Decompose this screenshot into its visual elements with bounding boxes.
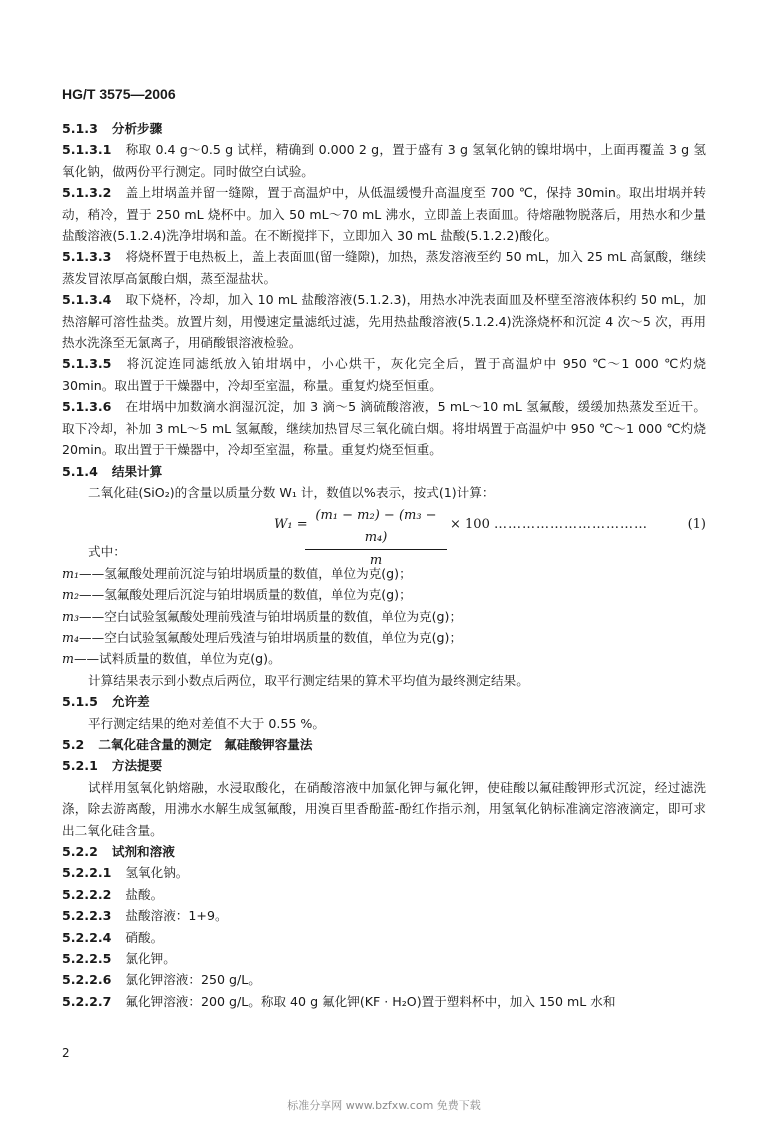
paragraph xyxy=(62,905,706,926)
clause-number: 5.2.2.4 xyxy=(62,929,112,945)
paragraph-text: 试样用氢氧化钠熔融，水浸取酸化，在硝酸溶液中加氯化钾与氟化钾，使硅酸以氟硅酸钾形式沉淀，经过滤洗涤，除去游离酸，用沸水水解生成氢氟酸，用溴百里香酚蓝-酚红作指示剂，用氢氧化钠标准滴定溶液滴定，即可求出二氧化硅含量。 xyxy=(62,779,706,838)
clause-number: 5.1.3 xyxy=(62,121,98,136)
paragraph xyxy=(62,991,706,1012)
paragraph xyxy=(62,862,706,883)
clause-number: 5.1.3.5 xyxy=(62,356,112,372)
paragraph-text: 平行测定结果的绝对差值不大于 0.55 %。 xyxy=(88,715,325,731)
variable-description: ——空白试验氢氟酸处理后残渣与铂坩埚质量的数值，单位为克(g)； xyxy=(79,629,463,645)
variable-description: ——氢氟酸处理后沉淀与铂坩埚质量的数值，单位为克(g)； xyxy=(79,587,412,603)
clause-number: 5.1.4 xyxy=(62,463,98,479)
paragraph-text: 氟化钾溶液：200 g/L。称取 40 g 氟化钾(KF · H₂O)置于塑料杯中，加入 150 mL 水和 xyxy=(125,993,616,1009)
heading-text: 二氧化硅含量的测定 氟硅酸钾容量法 xyxy=(98,736,313,752)
formula-leader-dots: …………………………… xyxy=(494,517,648,533)
formula-lhs: W₁ = xyxy=(274,517,308,533)
clause-number: 5.2 xyxy=(62,736,85,752)
paragraph xyxy=(62,396,706,460)
document-body xyxy=(62,118,706,1012)
paragraph-text: 二氧化硅(SiO₂)的含量以质量分数 W₁ 计，数值以%表示，按式(1)计算： xyxy=(88,484,495,500)
variable-symbol: m₃ xyxy=(62,608,79,624)
paragraph xyxy=(62,969,706,990)
heading-text: 结果计算 xyxy=(111,463,163,479)
variable-symbol: m₂ xyxy=(62,587,79,603)
variable-definition xyxy=(62,584,706,605)
paragraph xyxy=(62,927,706,948)
paragraph-text: 取下烧杯，冷却，加入 10 mL 盐酸溶液(5.1.2.3)，用热水冲洗表面皿及杯壁至溶液体积约 50 mL，加热溶解可溶性盐类。放置片刻，用慢速定量滤纸过滤，先用热盐酸溶液(5.1.2.4)洗涤烧杯和沉淀 4 次～5 次，再用热水洗涤至无氯离子，用硝酸银溶液检验。 xyxy=(62,292,706,351)
variable-definition xyxy=(62,648,706,669)
paragraph xyxy=(62,713,706,734)
clause-number: 5.2.2 xyxy=(62,844,98,859)
formula-number: (1) xyxy=(687,517,706,533)
watermark-footer: 标准分享网 www.bzfxw.com 免费下载 xyxy=(287,1099,481,1112)
clause-number: 5.2.2.5 xyxy=(62,951,112,967)
clause-number: 5.1.3.4 xyxy=(62,292,112,308)
section-heading xyxy=(62,461,706,482)
formula-numerator: (m₁ − m₂) − (m₃ − m₄) xyxy=(305,505,447,550)
section-heading xyxy=(62,734,706,755)
variable-symbol: m₁ xyxy=(62,565,79,581)
clause-number: 5.2.2.7 xyxy=(62,993,112,1009)
where-label: 式中： xyxy=(88,544,126,560)
paragraph-text: 计算结果表示到小数点后两位，取平行测定结果的算术平均值为最终测定结果。 xyxy=(88,672,529,688)
paragraph-text: 称取 0.4 g～0.5 g 试样，精确到 0.000 2 g，置于盛有 3 g 氢氧化钠的镍坩埚中，上面再覆盖 3 g 氢氧化钠，做两份平行测定。同时做空白试验。 xyxy=(62,142,706,179)
heading-text: 分析步骤 xyxy=(111,121,163,136)
paragraph xyxy=(62,670,706,691)
clause-number: 5.1.5 xyxy=(62,694,98,710)
paragraph xyxy=(62,246,706,289)
variable-symbol: m xyxy=(62,651,74,667)
heading-text: 试剂和溶液 xyxy=(111,844,175,859)
paragraph xyxy=(62,139,706,182)
clause-number: 5.2.2.3 xyxy=(62,908,112,924)
paragraph xyxy=(62,884,706,905)
variable-description: ——氢氟酸处理前沉淀与铂坩埚质量的数值，单位为克(g)； xyxy=(79,565,412,581)
clause-number: 5.2.2.2 xyxy=(62,886,112,902)
page-number: 2 xyxy=(62,1046,70,1060)
clause-number: 5.2.2.1 xyxy=(62,865,112,881)
section-heading xyxy=(62,691,706,712)
variable-definition xyxy=(62,606,706,627)
clause-number: 5.1.3.1 xyxy=(62,142,112,158)
variable-description: ——试料质量的数值，单位为克(g)。 xyxy=(73,651,281,667)
formula-fraction xyxy=(305,505,447,571)
heading-text: 方法提要 xyxy=(111,758,163,774)
variable-definition xyxy=(62,627,706,648)
paragraph-text: 氯化钾溶液：250 g/L。 xyxy=(125,972,261,988)
paragraph-text: 硝酸。 xyxy=(125,929,164,945)
formula-multiplier: × 100 xyxy=(450,517,490,533)
paragraph-text: 盐酸溶液：1+9。 xyxy=(125,908,228,924)
paragraph-text: 氢氧化钠。 xyxy=(125,865,189,881)
heading-text: 允许差 xyxy=(111,694,150,710)
variable-list xyxy=(62,563,706,670)
section-5-1-3 xyxy=(62,118,706,503)
paragraph xyxy=(62,353,706,396)
variable-symbol: m₄ xyxy=(62,629,79,645)
paragraph xyxy=(62,777,706,841)
section-heading xyxy=(62,118,706,139)
clause-number: 5.1.3.3 xyxy=(62,249,112,265)
paragraph-text: 将沉淀连同滤纸放入铂坩埚中，小心烘干，灰化完全后，置于高温炉中 950 ℃～1 000 ℃灼烧 30min。取出置于干燥器中，冷却至室温，称量。重复灼烧至恒重。 xyxy=(62,356,706,393)
paragraph xyxy=(62,182,706,246)
variable-description: ——空白试验氢氟酸处理前残渣与铂坩埚质量的数值，单位为克(g)； xyxy=(79,608,463,624)
clause-number: 5.2.2.6 xyxy=(62,972,112,988)
section-heading xyxy=(62,755,706,776)
paragraph-text: 盖上坩埚盖并留一缝隙，置于高温炉中，从低温缓慢升高温度至 700 ℃，保持 30min。取出坩埚并转动，稍冷，置于 250 mL 烧杯中。加入 50 mL～70 mL 沸水，立即盖上表面皿。待熔融物脱落后，用热水和少量盐酸溶液(5.1.2.4)洗净坩埚和盖。在不断搅拌下，立即加入 30 mL 盐酸(5.1.2.2)酸化。 xyxy=(62,185,706,244)
clause-number: 5.1.3.6 xyxy=(62,399,112,415)
paragraph-text: 氯化钾。 xyxy=(125,951,176,967)
clause-number: 5.1.3.2 xyxy=(62,185,112,201)
document-code: HG/T 3575—2006 xyxy=(62,86,176,102)
clause-number: 5.2.1 xyxy=(62,758,98,774)
paragraph xyxy=(62,482,706,503)
paragraph-text: 盐酸。 xyxy=(125,886,164,902)
section-heading xyxy=(62,841,706,862)
paragraph-text: 将烧杯置于电热板上，盖上表面皿(留一缝隙)，加热，蒸发溶液至约 50 mL，加入 25 mL 高氯酸，继续蒸发冒浓厚高氯酸白烟，蒸至湿盐状。 xyxy=(62,249,706,286)
section-5-1-5-to-5-2 xyxy=(62,670,706,1013)
formula-denominator: m xyxy=(369,553,383,569)
paragraph xyxy=(62,948,706,969)
paragraph-text: 在坩埚中加数滴水润湿沉淀，加 3 滴～5 滴硫酸溶液，5 mL～10 mL 氢氟酸，缓缓加热蒸发至近干。取下冷却，补加 3 mL～5 mL 氢氟酸，继续加热冒尽三氧化硫白烟。将坩埚置于高温炉中 950 ℃～1 000 ℃灼烧 20min。取出置于干燥器中，冷却至室温，称量。重复灼烧至恒重。 xyxy=(62,399,706,458)
paragraph xyxy=(62,289,706,353)
